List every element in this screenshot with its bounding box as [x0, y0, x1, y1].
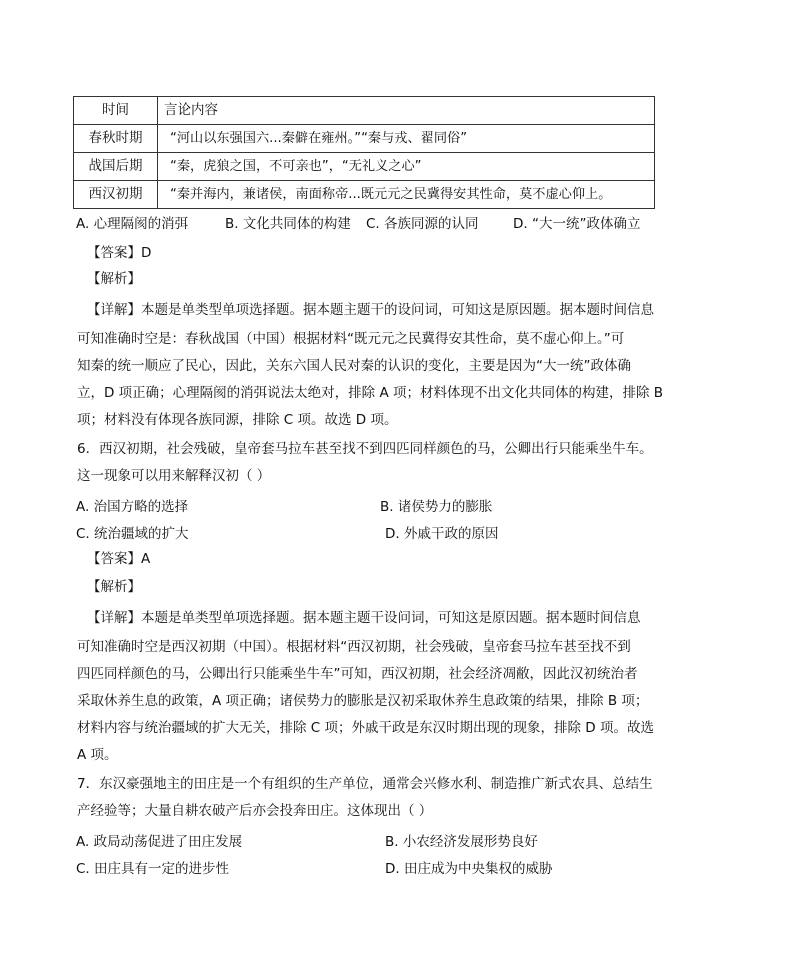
q6-option-d: D. 外戚干政的原因 [385, 526, 499, 542]
table-row [74, 181, 655, 209]
table-cell-time: 春秋时期 [74, 125, 158, 153]
q5-option-d: D. “大一统”政体确立 [513, 216, 641, 232]
q5-analysis-label: 【解析】 [87, 271, 141, 287]
table-cell-speech: “秦，虎狼之国，不可亲也”，“无礼义之心” [158, 153, 655, 181]
q6-detail-line: 采取休养生息的政策，A 项正确；诸侯势力的膨胀是汉初采取休养生息政策的结果，排除 B 项； [77, 693, 649, 709]
q7-stem-line: 产经验等；大量自耕农破产后亦会投奔田庄。这体现出（ ） [77, 803, 433, 819]
q6-detail-line: 材料内容与统治疆域的扩大无关，排除 C 项；外戚干政是东汉时期出现的现象，排除 D 项。故选 [77, 720, 654, 736]
q5-option-c: C. 各族同源的认同 [366, 216, 479, 232]
q6-option-a: A. 治国方略的选择 [76, 499, 189, 515]
q5-detail-line: 【详解】本题是单类型单项选择题。据本题主题干的设问词，可知这是原因题。据本题时间信息 [87, 302, 654, 318]
table-cell-speech: “河山以东强国六...秦僻在雍州。”“秦与戎、翟同俗” [158, 125, 655, 153]
q7-option-a: A. 政局动荡促进了田庄发展 [76, 834, 243, 850]
table-header-time: 时间 [74, 97, 158, 125]
q6-stem-line: 这一现象可以用来解释汉初（ ） [77, 468, 271, 484]
q6-stem-line: 6．西汉初期，社会残破，皇帝套马拉车甚至找不到四匹同样颜色的马，公卿出行只能乘坐牛车。 [77, 441, 653, 457]
q7-stem-line: 7．东汉豪强地主的田庄是一个有组织的生产单位，通常会兴修水利、制造推广新式农具、总结生 [77, 776, 653, 792]
q5-option-b: B. 文化共同体的构建 [225, 216, 351, 232]
table-header-row [74, 97, 655, 125]
q6-detail-line: A 项。 [77, 747, 118, 763]
table-header-speech: 言论内容 [158, 97, 655, 125]
q6-analysis-label: 【解析】 [87, 579, 141, 595]
table-row [74, 125, 655, 153]
table-cell-time: 西汉初期 [74, 181, 158, 209]
q7-option-b: B. 小农经济发展形势良好 [385, 834, 538, 850]
speech-table [73, 96, 655, 209]
q5-detail-line: 可知准确时空是：春秋战国（中国）根据材料“既元元之民冀得安其性命，莫不虚心仰上。”可 [77, 331, 625, 347]
q7-option-d: D. 田庄成为中央集权的威胁 [385, 861, 553, 877]
q5-detail-line: 立，D 项正确；心理隔阂的消弭说法太绝对，排除 A 项；材料体现不出文化共同体的构建，排除 B [77, 385, 664, 401]
table-row [74, 153, 655, 181]
q6-detail-line: 可知准确时空是西汉初期（中国）。根据材料“西汉初期，社会残破，皇帝套马拉车甚至找不到 [77, 639, 631, 655]
q7-option-c: C. 田庄具有一定的进步性 [76, 861, 230, 877]
q5-option-a: A. 心理隔阂的消弭 [76, 216, 189, 232]
q5-detail-line: 项；材料没有体现各族同源，排除 C 项。故选 D 项。 [77, 412, 398, 428]
q5-answer: 【答案】D [87, 245, 152, 261]
q6-option-c: C. 统治疆域的扩大 [76, 526, 189, 542]
q6-detail-line: 【详解】本题是单类型单项选择题。据本题主题干设问词，可知这是原因题。据本题时间信息 [87, 610, 641, 626]
q6-answer: 【答案】A [87, 551, 151, 567]
table-cell-time: 战国后期 [74, 153, 158, 181]
q6-detail-line: 四匹同样颜色的马，公卿出行只能乘坐牛车”可知，西汉初期，社会经济凋敝，因此汉初统治者 [77, 666, 638, 682]
table-cell-speech: “秦并海内，兼诸侯，南面称帝...既元元之民冀得安其性命，莫不虚心仰上。 [158, 181, 655, 209]
q5-detail-line: 知秦的统一顺应了民心，因此，关东六国人民对秦的认识的变化，主要是因为“大一统”政体确 [77, 358, 631, 374]
q6-option-b: B. 诸侯势力的膨胀 [380, 499, 493, 515]
